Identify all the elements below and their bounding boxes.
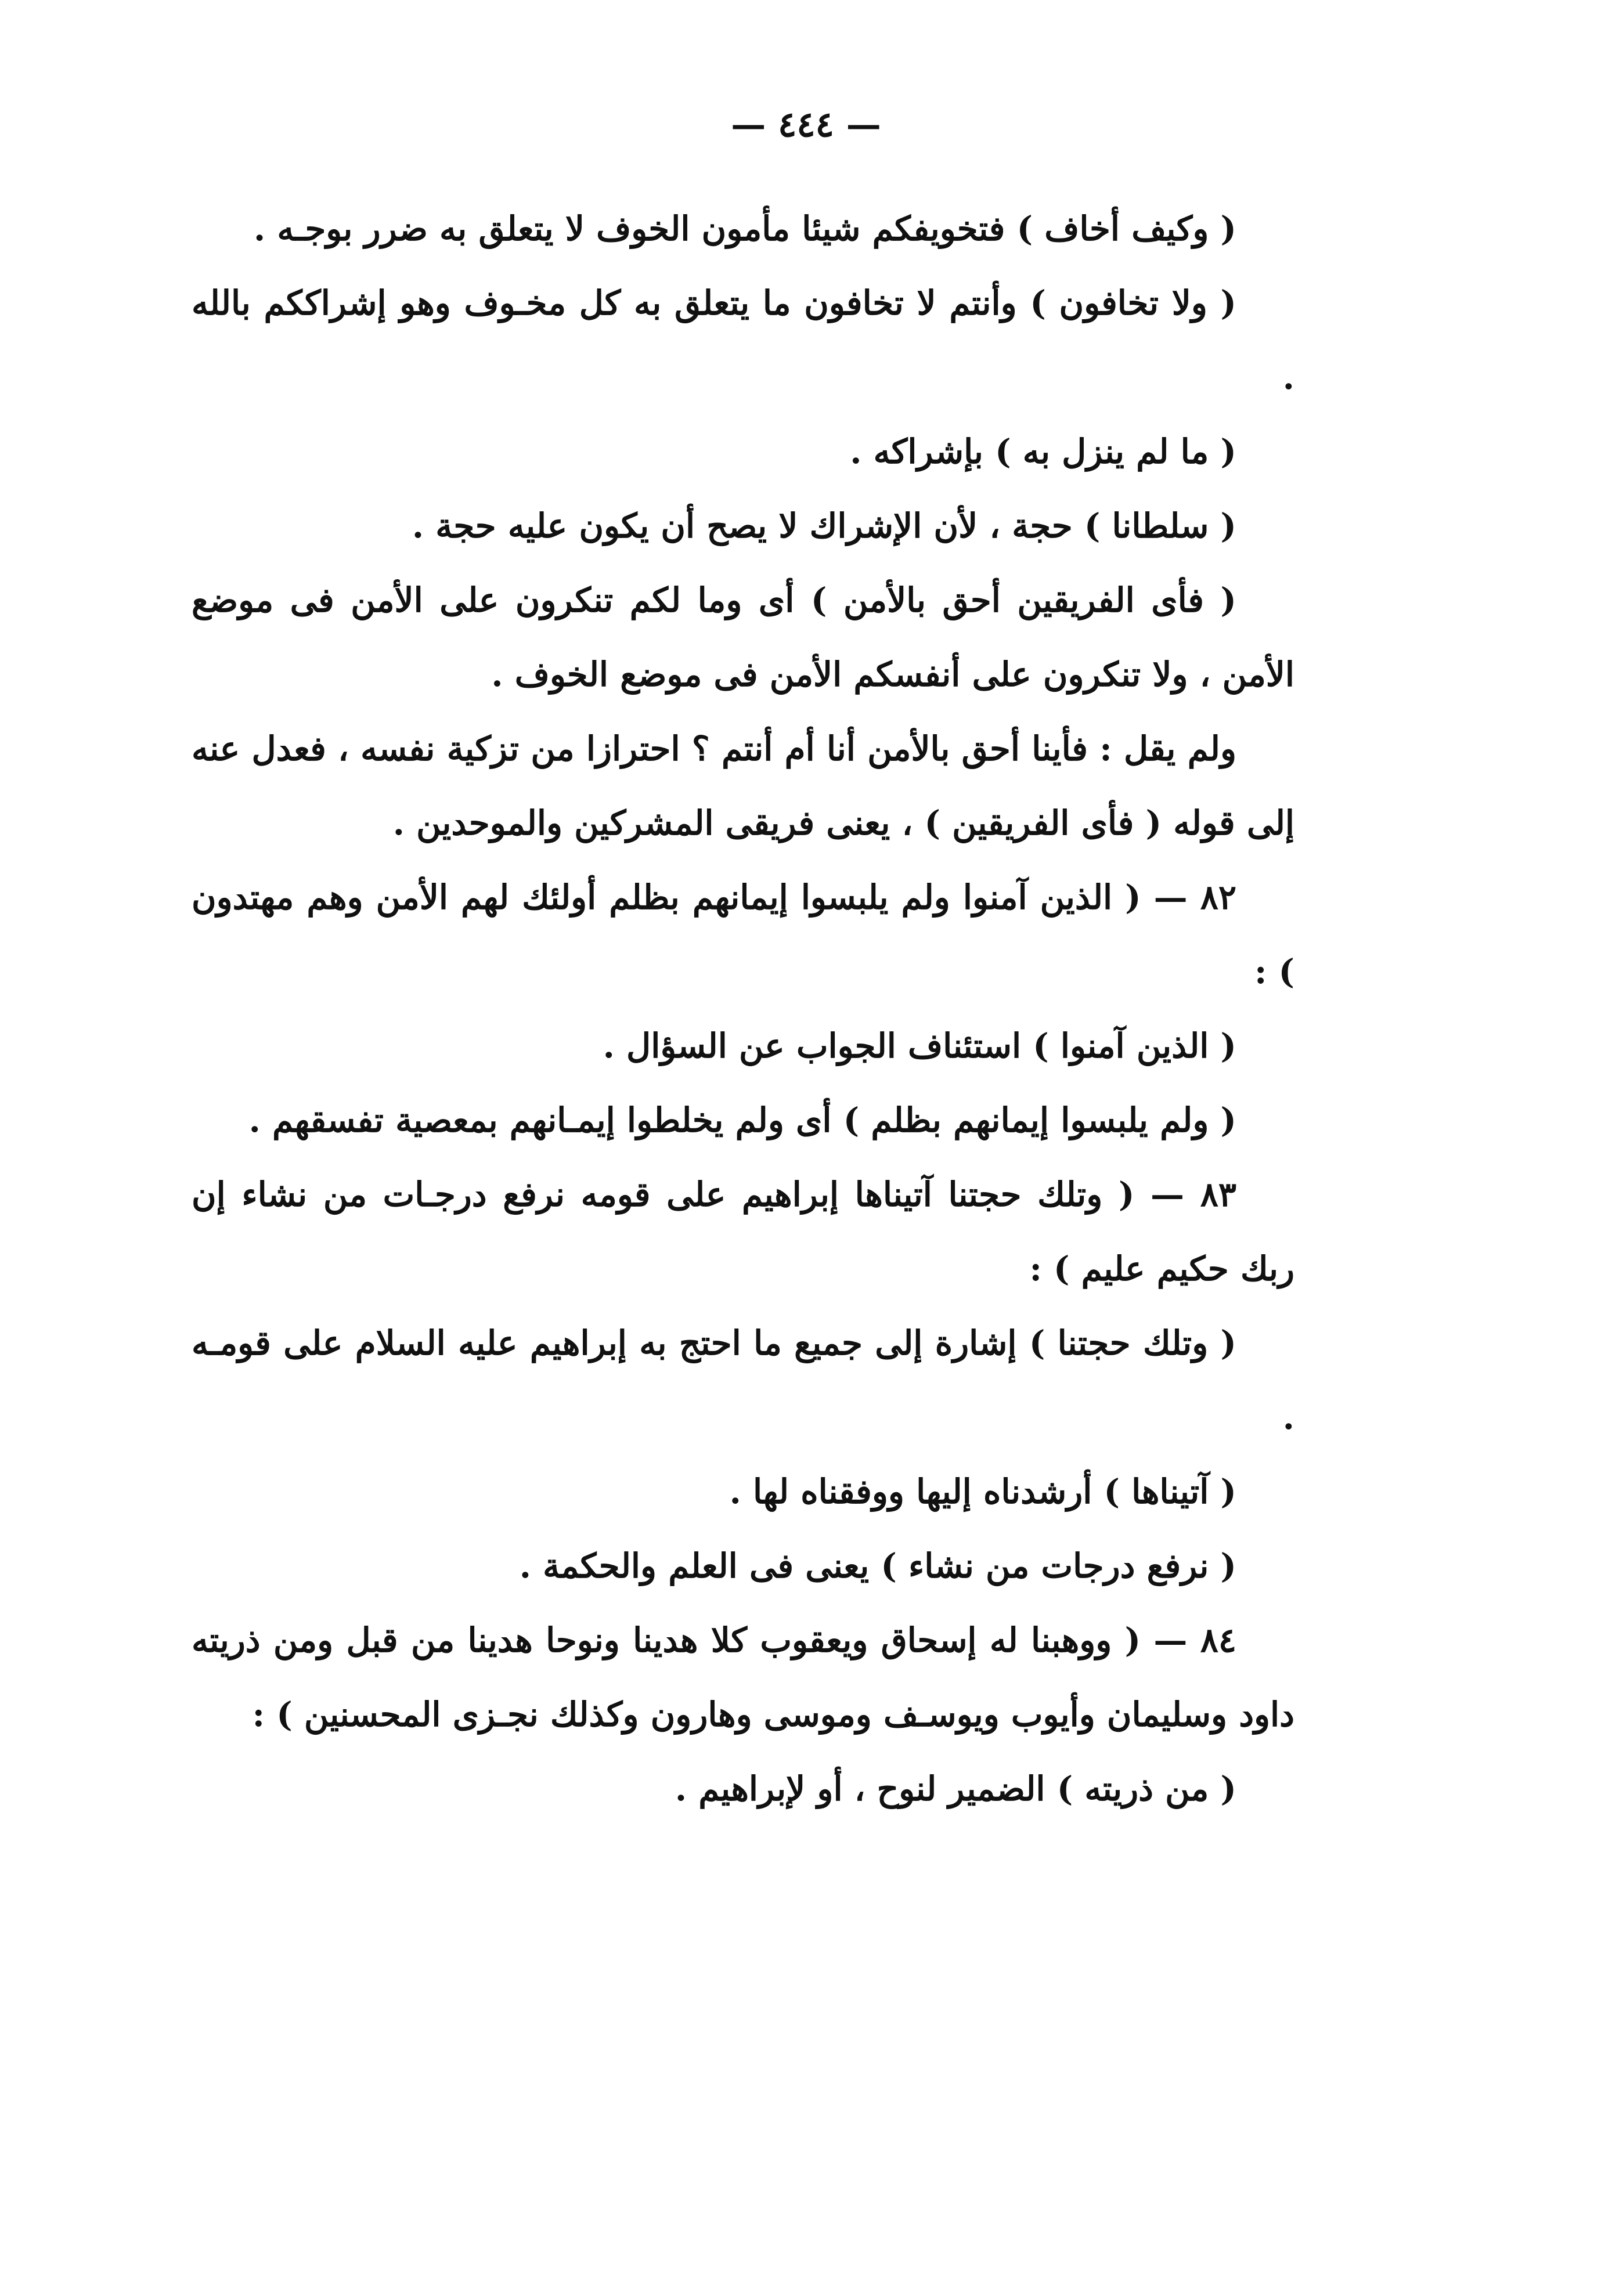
paragraph: ( سلطانا ) حجة ، لأن الإشراك لا يصح أن يكون عليه حجة . [412, 506, 1236, 546]
paragraph: ٨٢ — ( الذين آمنوا ولم يلبسوا إيمانهم بظلم أولئك لهم الأمن وهم مهتدون ) : [192, 878, 1294, 991]
paragraph: ( من ذريته ) الضمير لنوح ، أو لإبراهيم . [675, 1769, 1236, 1808]
paragraph: ( ولم يلبسوا إيمانهم بظلم ) أى ولم يخلطوا إيمـانهم بمعصية تفسقهم . [248, 1100, 1236, 1140]
paragraph: ( ولا تخافون ) وأنتم لا تخافون ما يتعلق به كل مخـوف وهو إشراككم بالله . [192, 283, 1294, 397]
paragraph: ( وكيف أخاف ) فتخويفكم شيئا مأمون الخوف لا يتعلق به ضرر بوجـه . [253, 209, 1236, 248]
paragraph: ( آتيناها ) أرشدناه إليها ووفقناه لها . [729, 1472, 1236, 1511]
paragraph: ٨٣ — ( وتلك حجتنا آتيناها إبراهيم على قومه نرفع درجـات من نشاء إن ربك حكيم عليم ) : [192, 1175, 1294, 1288]
paragraph: ( الذين آمنوا ) استئناف الجواب عن السؤال . [603, 1026, 1236, 1066]
paragraph: ( فأى الفريقين أحق بالأمن ) أى وما لكم تنكرون على الأمن فى موضع الأمن ، ولا تنكرون على أنفسكم الأمن فى موضع الخوف . [192, 580, 1294, 694]
paragraph: ٨٤ — ( ووهبنا له إسحاق ويعقوب كلا هدينا ونوحا هدينا من قبل ومن ذريته داود وسليمان وأيوب ويوسـف وموسى وهارون وكذلك نجـزى المحسنين ) : [192, 1620, 1294, 1734]
body-text [192, 192, 1294, 1826]
page-number: — ٤٤٤ — [731, 104, 881, 145]
paragraph: ( وتلك حجتنا ) إشارة إلى جميع ما احتج به إبراهيم عليه السلام على قومـه . [192, 1323, 1294, 1437]
paragraph: ( ما لم ينزل به ) بإشراكه . [850, 432, 1236, 471]
paragraph: ( نرفع درجات من نشاء ) يعنى فى العلم والحكمة . [519, 1546, 1236, 1586]
paragraph: ولم يقل : فأينا أحق بالأمن أنا أم أنتم ؟ احترازا من تزكية نفسه ، فعدل عنه إلى قوله ( فأى الفريقين ) ، يعنى فريقى المشركين والموحدين . [192, 729, 1294, 843]
